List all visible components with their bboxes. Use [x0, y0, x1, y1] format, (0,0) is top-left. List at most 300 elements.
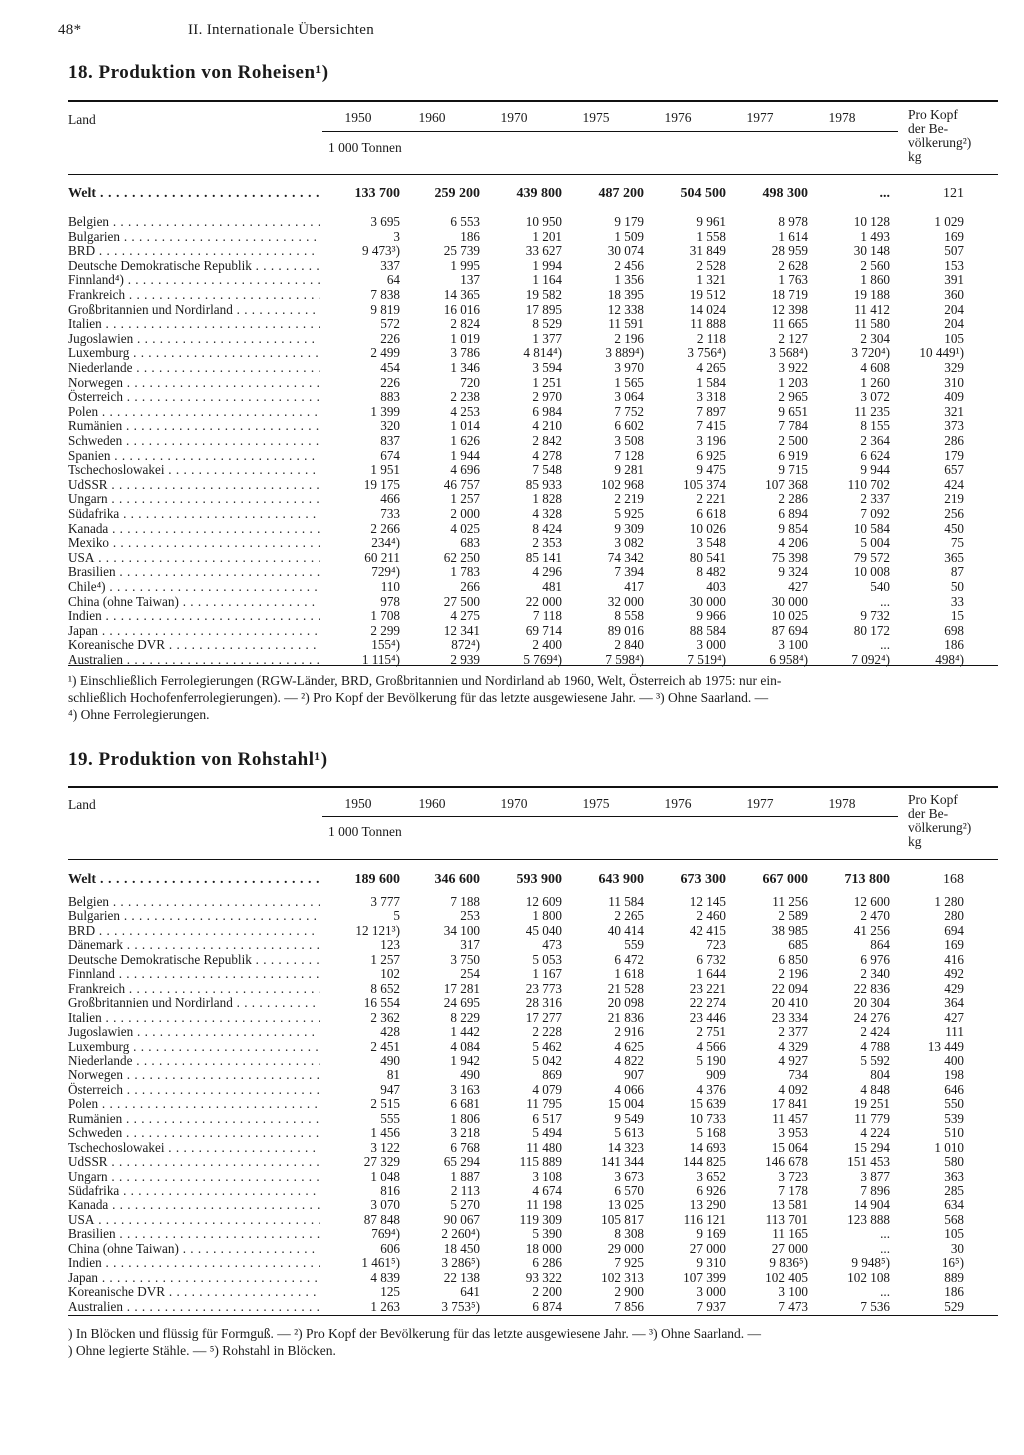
value-cell: 102 405 [765, 1269, 808, 1285]
country-name: Tschechoslowakei . . . [68, 462, 320, 477]
value-cell: 7 118 [532, 608, 562, 624]
value-cell: 3 196 [696, 433, 726, 448]
value-cell: 6 919 [778, 447, 808, 463]
value-cell: 13 290 [689, 1197, 726, 1213]
value-cell: 3 594 [532, 360, 562, 375]
value-cell: 1 456 [370, 1125, 400, 1141]
value-cell: 428 [380, 1024, 400, 1040]
value-cell: 2 456 [614, 257, 644, 273]
value-cell: 490 [380, 1052, 400, 1068]
value-cell: 40 414 [607, 922, 644, 938]
country-name: Japan . . . [68, 623, 320, 638]
value-cell: 3 [393, 228, 400, 244]
value-cell: 30 000 [689, 593, 726, 609]
value-cell: 7 128 [614, 447, 644, 463]
col-year: 1950 [344, 796, 372, 811]
table-row [68, 258, 998, 273]
per-capita-cell: 360 [944, 287, 964, 302]
bottom-rule [68, 665, 998, 666]
table-row [68, 375, 998, 390]
per-capita-cell: 363 [944, 1168, 964, 1184]
value-cell: 1 321 [696, 272, 726, 288]
table-row [68, 1010, 998, 1025]
per-capita-cell: 75 [950, 535, 964, 551]
country-name: Australien . . . [68, 652, 320, 667]
value-cell: 3 652 [696, 1168, 726, 1184]
value-cell: 7 092 [860, 506, 890, 521]
page-number: 48* [58, 22, 82, 38]
value-cell: 9 948⁵) [851, 1255, 890, 1271]
value-cell: 27 000 [771, 1240, 808, 1256]
value-cell: 253 [460, 908, 480, 924]
value-cell: 2 228 [532, 1024, 562, 1040]
per-capita-cell: 529 [944, 1298, 964, 1314]
value-cell: 3 318 [696, 389, 726, 405]
country-name: Jugoslawien . . . [68, 331, 320, 346]
per-capita-cell: 204 [944, 301, 964, 317]
per-capita-cell: 153 [944, 257, 964, 273]
col-year: 1976 [664, 796, 692, 811]
value-cell: 9 324 [778, 564, 808, 580]
value-cell: 454 [380, 360, 400, 375]
value-cell: 5 494 [532, 1125, 562, 1141]
country-name: Chile⁴) . . . [68, 579, 320, 594]
value-cell: 1 164 [532, 272, 562, 288]
value-cell: 6 570 [614, 1183, 644, 1198]
value-cell: 23 221 [689, 980, 726, 996]
table-row [68, 302, 998, 317]
col-year: 1975 [582, 110, 610, 125]
value-cell: 102 968 [601, 476, 644, 492]
value-cell: 6 958⁴) [769, 652, 808, 667]
per-capita-cell: 498⁴) [935, 652, 964, 667]
country-name: Polen . . . [68, 404, 320, 419]
per-capita-cell: 169 [944, 228, 964, 244]
value-cell: 2 451 [370, 1038, 400, 1054]
country-name: Norwegen . . . [68, 1067, 320, 1082]
value-cell: 2 840 [614, 637, 644, 653]
table-row [68, 1125, 998, 1140]
value-cell: 69 714 [525, 622, 562, 638]
per-capita-cell: 1 280 [934, 894, 964, 909]
table-row [68, 1197, 998, 1212]
value-cell: 75 398 [771, 549, 808, 565]
per-capita-cell: 450 [944, 520, 964, 536]
value-cell: 9 473³) [361, 243, 400, 259]
unit-label: 1 000 Tonnen [328, 824, 402, 839]
value-cell: 15 064 [771, 1139, 808, 1155]
value-cell: 110 [380, 579, 400, 594]
value-cell: 978 [380, 593, 400, 609]
value-cell: 5 [393, 908, 400, 924]
value-cell: 11 165 [772, 1226, 808, 1242]
value-cell: 1 887 [450, 1168, 480, 1184]
value-cell: 7 925 [614, 1255, 644, 1271]
value-cell: 4 066 [614, 1081, 644, 1097]
value-cell: 11 591 [608, 316, 644, 332]
country-name: China (ohne Taiwan) . . . [68, 1241, 320, 1256]
value-cell: 19 582 [525, 287, 562, 302]
value-cell: 3 777 [370, 894, 400, 909]
value-cell: 6 984 [532, 403, 562, 419]
country-name: Kanada . . . [68, 1197, 320, 1212]
value-cell: 16 554 [363, 995, 400, 1011]
value-cell: 87 848 [363, 1211, 400, 1227]
value-cell: 9 732 [860, 608, 890, 624]
value-cell: 7 937 [696, 1298, 726, 1314]
value-cell: 9 310 [696, 1255, 726, 1271]
table-row [68, 433, 998, 448]
value-cell: 8 229 [450, 1009, 480, 1025]
value-cell: 1 399 [370, 403, 400, 419]
value-cell: 1 828 [532, 491, 562, 507]
value-cell: 2 196 [778, 966, 808, 982]
value-cell: 13 025 [607, 1197, 644, 1213]
value-cell: 14 693 [689, 1139, 726, 1155]
value-cell: 769⁴) [371, 1226, 400, 1242]
value-cell: 7 897 [696, 403, 726, 419]
value-cell: 2 628 [778, 257, 808, 273]
per-capita-cell: 186 [944, 637, 964, 653]
value-cell: 2 751 [696, 1024, 726, 1040]
value-cell: 2 842 [532, 433, 562, 448]
value-cell: 11 457 [772, 1110, 808, 1126]
col-year: 1975 [582, 796, 610, 811]
world-row [68, 186, 998, 201]
top-rule [68, 100, 998, 102]
country-name: Jugoslawien . . . [68, 1024, 320, 1039]
value-cell: ... [880, 593, 890, 609]
value-cell: 6 472 [614, 951, 644, 967]
value-cell: 2 200 [532, 1284, 562, 1300]
value-cell: 9 854 [778, 520, 808, 536]
value-cell: 864 [870, 937, 890, 953]
country-name: Großbritannien und Nordirland . . . [68, 995, 320, 1010]
value-cell: 17 895 [525, 301, 562, 317]
value-cell: 80 541 [689, 549, 726, 565]
value-cell: 7 784 [778, 418, 808, 434]
footnote: ) In Blöcken und flüssig für Formguß. — ²) Pro Kopf der Bevölkerung für das letzte ausgewiesene Jahr. — ³) Ohne Saarland. — [68, 1326, 762, 1341]
value-cell: 2 113 [450, 1183, 480, 1198]
value-cell: 15 639 [689, 1096, 726, 1112]
value-cell: 7 519⁴) [687, 652, 726, 667]
value-cell: 4 224 [860, 1125, 890, 1141]
value-cell: 2 127 [778, 330, 808, 346]
table-row [68, 923, 998, 938]
per-capita-cell: 329 [944, 360, 964, 375]
value-cell: 4 608 [860, 360, 890, 375]
value-cell: 87 694 [771, 622, 808, 638]
value-cell: 79 572 [853, 549, 890, 565]
top-rule [68, 786, 998, 788]
value-cell: 593 900 [516, 872, 562, 887]
value-cell: 2 364 [860, 433, 890, 448]
table-row [68, 389, 998, 404]
value-cell: 4 278 [532, 447, 562, 463]
value-cell: 1 763 [778, 272, 808, 288]
value-cell: 481 [542, 579, 562, 594]
value-cell: 28 959 [771, 243, 808, 259]
value-cell: 1 203 [778, 374, 808, 390]
value-cell: 3 720⁴) [851, 345, 890, 361]
value-cell: 8 558 [614, 608, 644, 624]
pk-line: der Be- [908, 806, 949, 821]
table-row [68, 1183, 998, 1198]
value-cell: 1 115⁴) [361, 652, 400, 667]
value-cell: 6 976 [860, 951, 890, 967]
per-capita-cell: 657 [944, 462, 964, 478]
per-capita-cell: 424 [944, 476, 964, 492]
table-title: 18. Produktion von Roheisen¹) [68, 62, 329, 83]
per-capita-cell: 427 [944, 1009, 964, 1025]
value-cell: 10 733 [689, 1110, 726, 1126]
country-name: Niederlande . . . [68, 1053, 320, 1068]
value-cell: 14 323 [607, 1139, 644, 1155]
value-cell: 1 614 [778, 228, 808, 244]
value-cell: 4 253 [450, 403, 480, 419]
value-cell: 872⁴) [451, 637, 480, 653]
value-cell: 2 196 [614, 330, 644, 346]
value-cell: 1 944 [450, 447, 480, 463]
value-cell: 4 084 [450, 1038, 480, 1054]
value-cell: 4 206 [778, 535, 808, 551]
value-cell: 3 753⁵) [441, 1298, 480, 1314]
value-cell: 869 [542, 1067, 562, 1083]
value-cell: 7 838 [370, 287, 400, 302]
value-cell: 123 [380, 937, 400, 953]
value-cell: 723 [706, 937, 726, 953]
value-cell: 1 644 [696, 966, 726, 982]
value-cell: 20 304 [853, 995, 890, 1011]
value-cell: 5 769⁴) [523, 652, 562, 667]
value-cell: 3 122 [370, 1139, 400, 1155]
world-row [68, 872, 998, 887]
per-capita-cell: 121 [943, 186, 964, 201]
value-cell: 4 848 [860, 1081, 890, 1097]
col-year: 1977 [746, 110, 774, 125]
table-row [68, 1140, 998, 1155]
value-cell: 8 529 [532, 316, 562, 332]
value-cell: ... [880, 1226, 890, 1242]
value-cell: 7 188 [450, 894, 480, 909]
per-capita-cell: 310 [944, 374, 964, 390]
per-capita-cell: 539 [944, 1110, 964, 1126]
value-cell: 102 313 [601, 1269, 644, 1285]
per-capita-cell: 198 [944, 1067, 964, 1083]
value-cell: 7 473 [778, 1298, 808, 1314]
value-cell: 1 509 [614, 228, 644, 244]
value-cell: 346 600 [434, 872, 480, 887]
value-cell: 12 341 [443, 622, 480, 638]
value-cell: 116 121 [683, 1211, 726, 1227]
value-cell: 1 626 [450, 433, 480, 448]
table-row [68, 272, 998, 287]
value-cell: 113 701 [765, 1211, 808, 1227]
value-cell: 417 [624, 579, 644, 594]
value-cell: 720 [460, 374, 480, 390]
value-cell: 29 000 [607, 1240, 644, 1256]
table-row [68, 243, 998, 258]
value-cell: 7 092⁴) [851, 652, 890, 667]
footnote: ) Ohne legierte Stähle. — ⁵) Rohstahl in Blöcken. [68, 1343, 336, 1358]
value-cell: 2 470 [860, 908, 890, 924]
country-name: Indien . . . [68, 1255, 320, 1270]
value-cell: 2 515 [370, 1096, 400, 1112]
value-cell: 85 933 [525, 476, 562, 492]
table-row [68, 608, 998, 623]
value-cell: 6 925 [696, 447, 726, 463]
per-capita-cell: 1 029 [934, 214, 964, 229]
value-cell: 25 739 [443, 243, 480, 259]
per-capita-header [908, 793, 998, 849]
footnotes [68, 1325, 998, 1359]
value-cell: 105 374 [683, 476, 726, 492]
value-cell: 4 822 [614, 1052, 644, 1068]
value-cell: 5 004 [860, 535, 890, 551]
value-cell: 2 500 [778, 433, 808, 448]
table-row [68, 1053, 998, 1068]
value-cell: 8 482 [696, 564, 726, 580]
value-cell: 2 286 [778, 491, 808, 507]
country-name: Koreanische DVR . . . [68, 637, 320, 652]
table-row [68, 1024, 998, 1039]
value-cell: 1 014 [450, 418, 480, 434]
per-capita-cell: 33 [950, 593, 964, 609]
value-cell: 1 356 [614, 272, 644, 288]
value-cell: 487 200 [598, 186, 644, 201]
value-cell: 34 100 [443, 922, 480, 938]
value-cell: 144 825 [683, 1154, 726, 1170]
value-cell: 9 961 [696, 214, 726, 229]
country-name: Luxemburg . . . [68, 1039, 320, 1054]
country-name: Frankreich . . . [68, 287, 320, 302]
value-cell: 3 889⁴) [605, 345, 644, 361]
per-capita-cell: 168 [943, 872, 964, 887]
value-cell: 2 916 [614, 1024, 644, 1040]
value-cell: 141 344 [601, 1154, 644, 1170]
footnote: schließlich Hochofenferrolegierungen). — ²) Pro Kopf der Bevölkerung für das letzte ausgewiesene Jahr. — ³) Ohne Saarland. — [68, 690, 769, 705]
country-name: Rumänien . . . [68, 418, 320, 433]
value-cell: 427 [788, 579, 808, 594]
table-row [68, 1212, 998, 1227]
value-cell: 21 836 [607, 1009, 644, 1025]
value-cell: 4 329 [778, 1038, 808, 1054]
value-cell: 7 752 [614, 403, 644, 419]
value-cell: 337 [380, 257, 400, 273]
table-row [68, 623, 998, 638]
value-cell: 4 788 [860, 1038, 890, 1054]
table-row [68, 477, 998, 492]
value-cell: 2 900 [614, 1284, 644, 1300]
value-cell: 3 072 [860, 389, 890, 405]
value-cell: 9 281 [614, 462, 644, 478]
value-cell: 2 353 [532, 535, 562, 551]
value-cell: 498 300 [762, 186, 808, 201]
value-cell: 2 589 [778, 908, 808, 924]
value-cell: 1 257 [370, 951, 400, 967]
value-cell: 2 000 [450, 506, 480, 521]
country-name: Tschechoslowakei . . . [68, 1140, 320, 1155]
value-cell: 403 [706, 579, 726, 594]
country-name: Südafrika . . . [68, 1183, 320, 1198]
value-cell: 6 553 [450, 214, 480, 229]
country-name: BRD . . . [68, 243, 320, 258]
per-capita-cell: 105 [944, 330, 964, 346]
value-cell: 5 190 [696, 1052, 726, 1068]
value-cell: 1 377 [532, 330, 562, 346]
per-capita-cell: 698 [944, 622, 964, 638]
value-cell: 10 950 [525, 214, 562, 229]
value-cell: 4 328 [532, 506, 562, 521]
table-row [68, 1255, 998, 1270]
value-cell: 816 [380, 1183, 400, 1198]
value-cell: 3 922 [778, 360, 808, 375]
value-cell: 9 819 [370, 301, 400, 317]
value-cell: 16 016 [443, 301, 480, 317]
country-name: Finnland⁴) . . . [68, 272, 320, 287]
value-cell: 30 148 [853, 243, 890, 259]
value-cell: 12 398 [771, 301, 808, 317]
value-cell: 3 756⁴) [687, 345, 726, 361]
unit-label: 1 000 Tonnen [328, 140, 402, 155]
value-cell: 22 000 [525, 593, 562, 609]
value-cell: 2 528 [696, 257, 726, 273]
value-cell: 10 584 [853, 520, 890, 536]
value-cell: 4 839 [370, 1269, 400, 1285]
value-cell: 2 219 [614, 491, 644, 507]
pk-line: kg [908, 834, 922, 849]
value-cell: 9 836⁵) [769, 1255, 808, 1271]
country-name: Polen . . . [68, 1096, 320, 1111]
value-cell: 14 904 [853, 1197, 890, 1213]
per-capita-cell: 694 [944, 922, 964, 938]
value-cell: 3 070 [370, 1197, 400, 1213]
per-capita-cell: 111 [945, 1024, 964, 1040]
table-row [68, 894, 998, 909]
col-year: 1960 [418, 796, 446, 811]
value-cell: ... [879, 186, 890, 201]
value-cell: ... [880, 637, 890, 653]
value-cell: 20 410 [771, 995, 808, 1011]
value-cell: 8 652 [370, 980, 400, 996]
value-cell: 6 768 [450, 1139, 480, 1155]
country-name: Dänemark . . . [68, 937, 320, 952]
table-row [68, 1241, 998, 1256]
per-capita-cell: 580 [944, 1154, 964, 1170]
value-cell: 85 141 [525, 549, 562, 565]
country-name: Welt . . . [68, 186, 320, 201]
table-row [68, 550, 998, 565]
country-name: UdSSR . . . [68, 477, 320, 492]
value-cell: 5 592 [860, 1052, 890, 1068]
value-cell: 12 609 [525, 894, 562, 909]
value-cell: 45 040 [525, 922, 562, 938]
value-cell: 6 517 [532, 1110, 562, 1126]
value-cell: 439 800 [516, 186, 562, 201]
value-cell: 9 715 [778, 462, 808, 478]
value-cell: 234⁴) [371, 535, 400, 551]
value-cell: 137 [460, 272, 480, 288]
value-cell: 42 415 [689, 922, 726, 938]
table-row [68, 521, 998, 536]
value-cell: 119 309 [519, 1211, 562, 1227]
value-cell: 2 118 [696, 330, 726, 346]
value-cell: 17 277 [525, 1009, 562, 1025]
value-cell: 804 [870, 1067, 890, 1083]
per-capita-cell: 568 [944, 1211, 964, 1227]
per-capita-cell: 364 [944, 995, 964, 1011]
value-cell: 15 294 [853, 1139, 890, 1155]
